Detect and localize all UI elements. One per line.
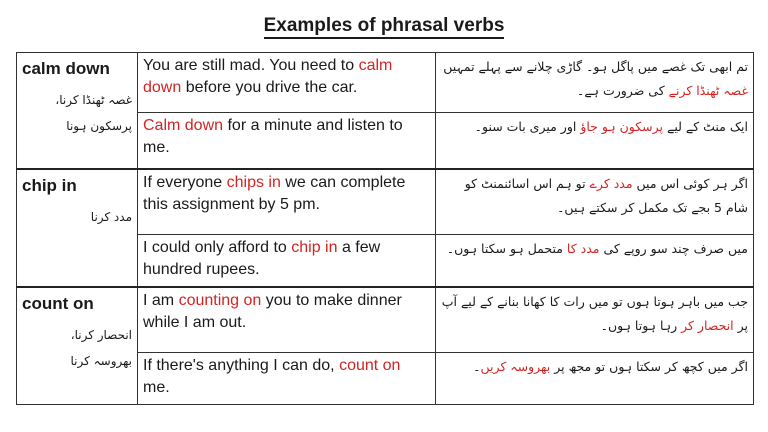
- highlight: chip in: [291, 239, 338, 256]
- phrasal-verbs-table: [16, 52, 754, 405]
- highlight: انحصار کر: [681, 317, 734, 333]
- highlight: chips in: [226, 173, 281, 191]
- urdu-example: ایک منٹ کے لیے پرسکون ہو جاؤ اور میری بات سنو۔: [436, 113, 754, 169]
- table-row: [17, 169, 754, 235]
- verb-term: count on: [22, 293, 94, 313]
- urdu-example: تم ابھی تک غصے میں پاگل ہو۔ گاڑی چلانے سے پہلے تمہیں غصہ ٹھنڈا کرنے کی ضرورت ہے۔: [436, 53, 754, 113]
- english-example: If everyone chips in we can complete this assignment by 5 pm.: [138, 169, 436, 235]
- urdu-meaning-cell: [22, 322, 132, 374]
- highlight: پرسکون ہو جاؤ: [580, 119, 664, 134]
- english-example: I am counting on you to make dinner while I am out.: [138, 287, 436, 353]
- highlight: مدد کرے: [589, 175, 633, 191]
- highlight: مدد کا: [566, 241, 600, 256]
- verb-cell: [17, 169, 138, 287]
- highlight: Calm down: [143, 117, 224, 134]
- urdu-meaning: مدد کرنا: [90, 209, 132, 224]
- urdu-example: اگر میں کچھ کر سکتا ہوں تو مجھ پر بھروسہ کریں۔: [436, 353, 754, 405]
- english-example: Calm down for a minute and listen to me.: [138, 113, 436, 169]
- urdu-example: جب میں باہر ہوتا ہوں تو میں رات کا کھانا بنانے کے لیے آپ پر انحصار کر رہا ہوتا ہوں۔: [436, 287, 754, 353]
- urdu-meaning: انحصار کرنا،: [70, 327, 132, 342]
- highlight: بھروسہ کریں: [480, 359, 551, 374]
- english-example: If there's anything I can do, count on me.: [138, 353, 436, 405]
- urdu-example: اگر ہر کوئی اس میں مدد کرے تو ہم اس اسائنمنٹ کو شام 5 بجے تک مکمل کر سکتے ہیں۔: [436, 169, 754, 235]
- table-row: [17, 53, 754, 113]
- urdu-meaning-cell: [22, 204, 132, 230]
- verb-cell: [17, 287, 138, 405]
- page-title: Examples of phrasal verbs: [0, 15, 768, 37]
- highlight: غصہ ٹھنڈا کرنے: [668, 83, 748, 98]
- verb-cell: [17, 53, 138, 169]
- english-example: You are still mad. You need to calm down before you drive the car.: [138, 53, 436, 113]
- urdu-meaning-cell: [22, 87, 132, 139]
- urdu-meaning: بھروسہ کرنا: [70, 353, 132, 368]
- highlight: count on: [339, 357, 401, 374]
- highlight: calm down: [143, 57, 393, 96]
- urdu-meaning: غصہ ٹھنڈا کرنا،: [55, 93, 132, 107]
- english-example: I could only afford to chip in a few hundred rupees.: [138, 235, 436, 287]
- table-row: [17, 287, 754, 353]
- urdu-meaning: پرسکون ہونا: [66, 119, 132, 133]
- verb-term: chip in: [22, 175, 77, 195]
- verb-term: calm down: [22, 59, 110, 78]
- highlight: counting on: [178, 291, 262, 309]
- urdu-example: میں صرف چند سو روپے کی مدد کا متحمل ہو سکتا ہوں۔: [436, 235, 754, 287]
